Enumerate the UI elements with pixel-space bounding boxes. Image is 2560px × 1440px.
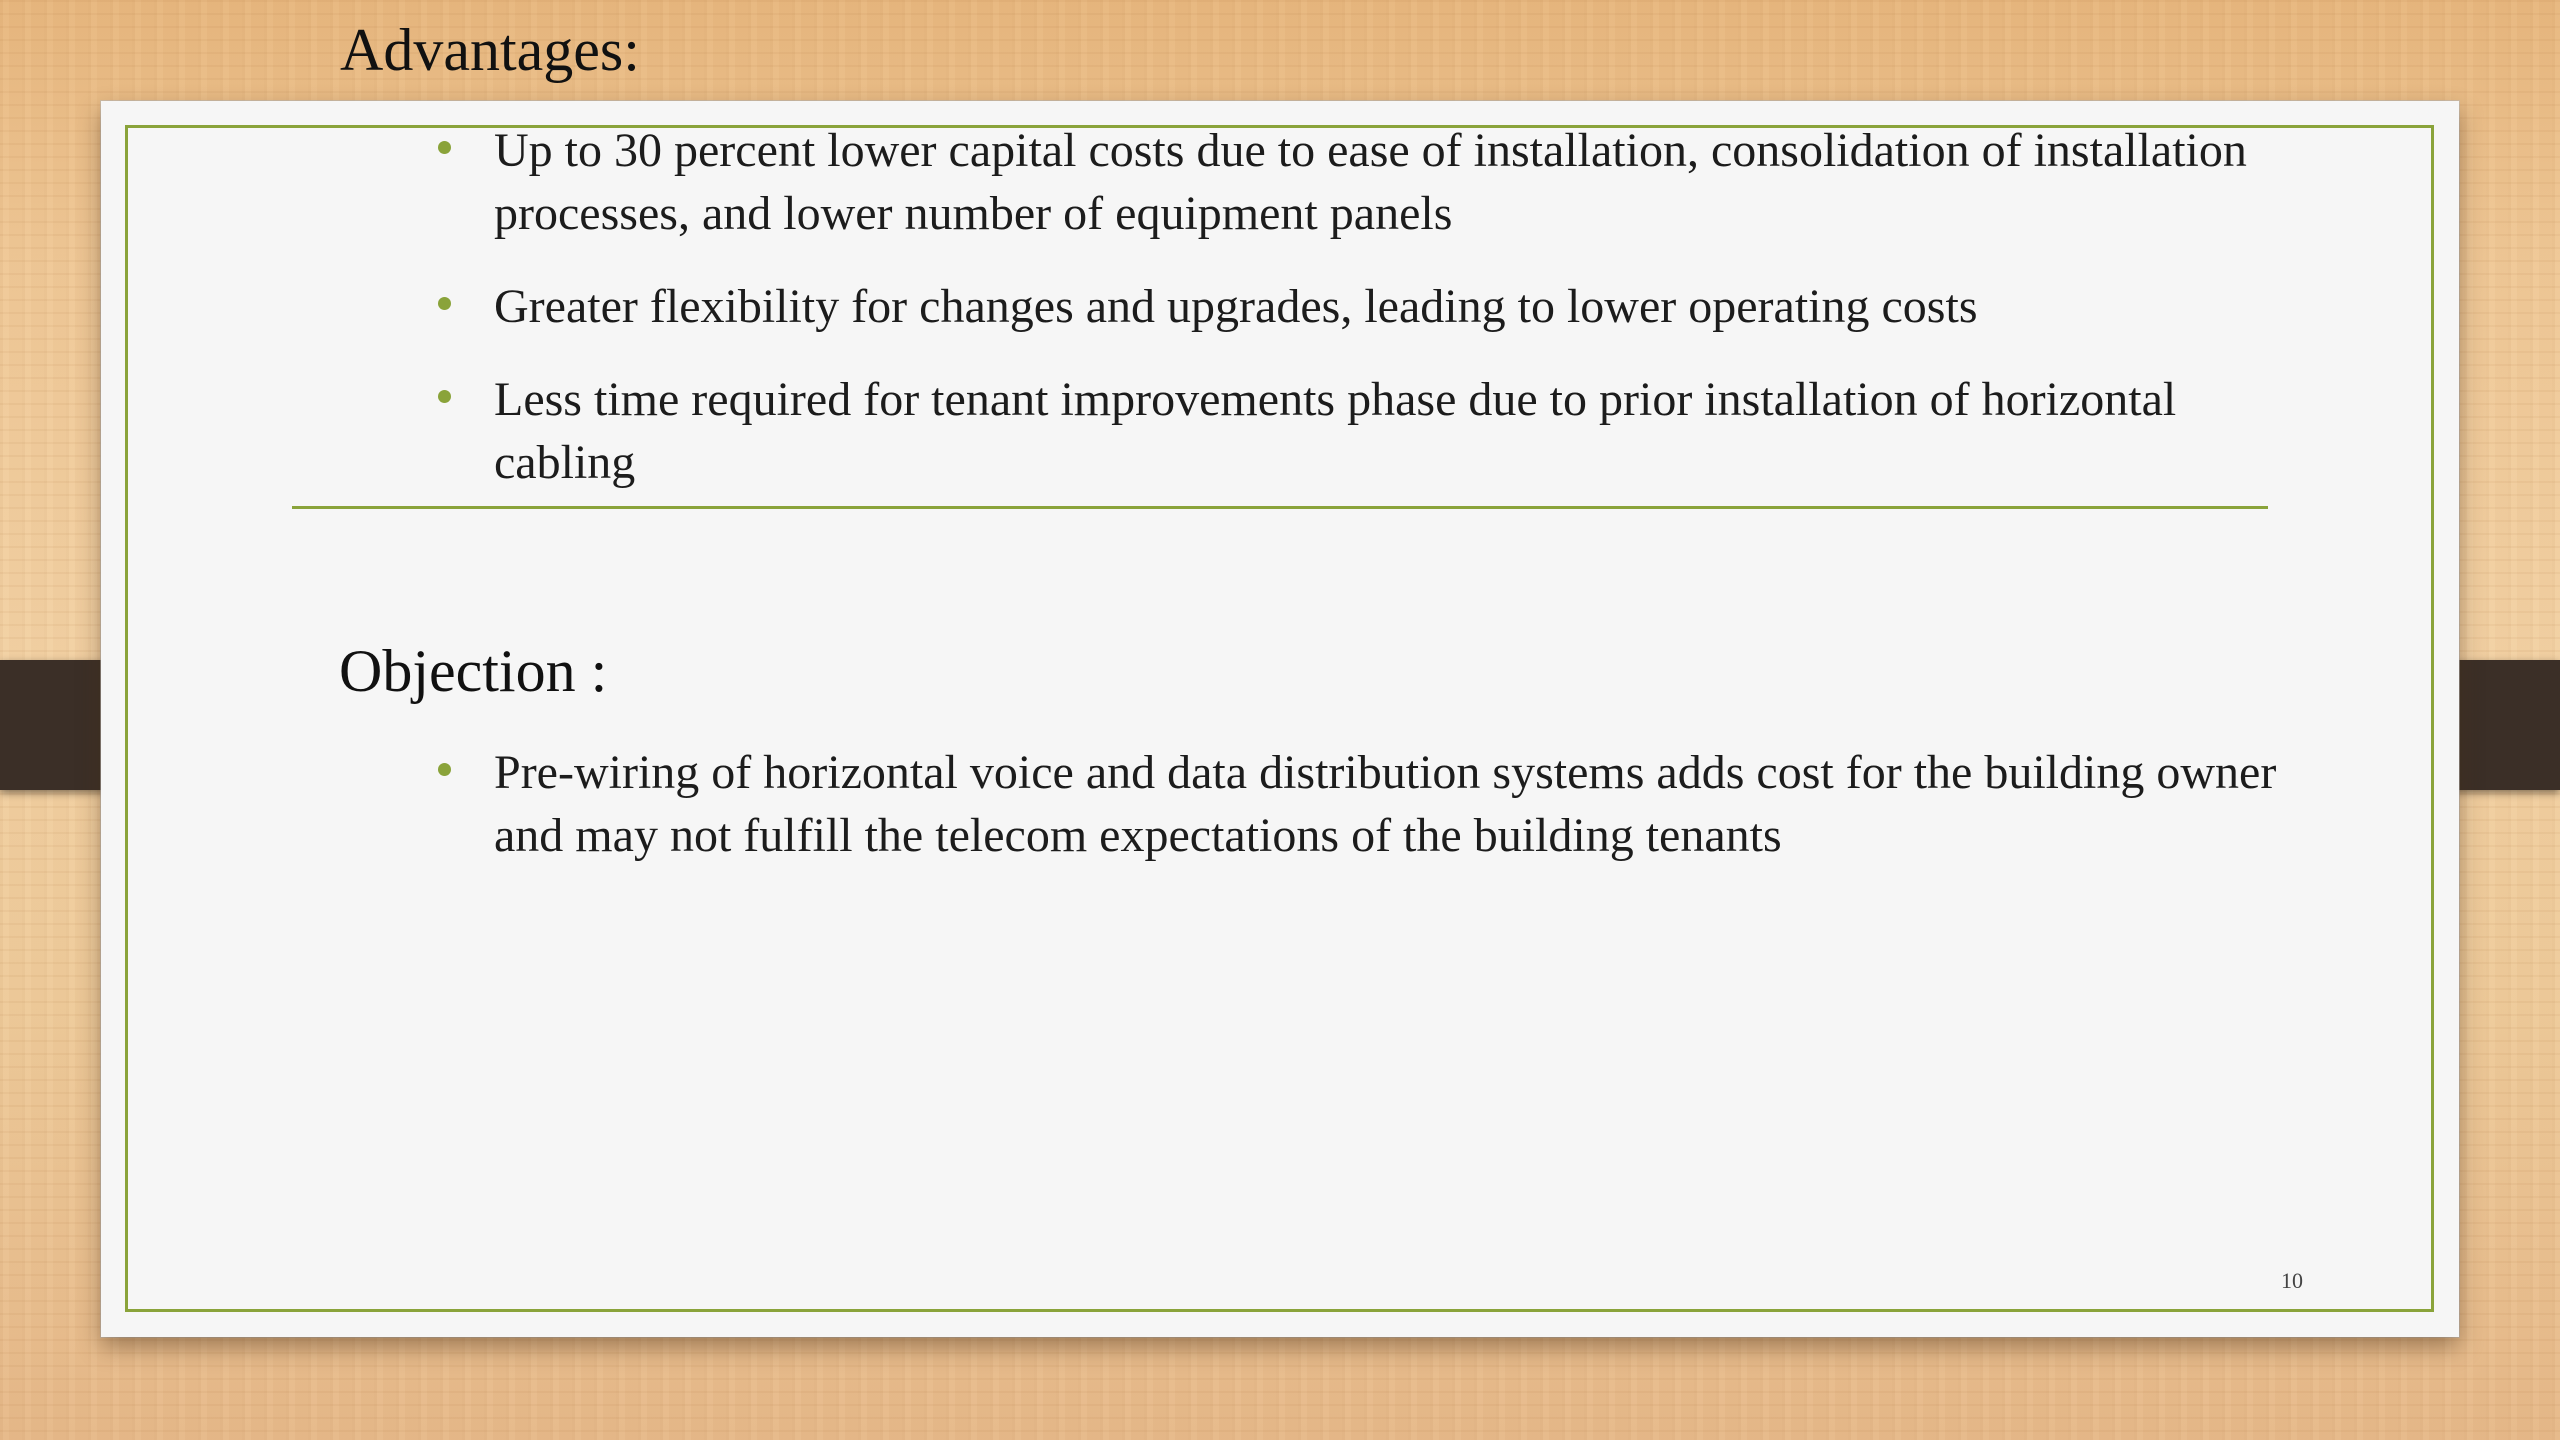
advantages-heading: Advantages: xyxy=(340,17,640,83)
objection-heading: Objection : xyxy=(339,638,608,704)
advantages-list xyxy=(494,119,2314,524)
advantage-bullet: Greater flexibility for changes and upgrades, leading to lower operating costs xyxy=(494,275,2314,338)
section-divider xyxy=(292,506,2268,509)
advantage-bullet: Up to 30 percent lower capital costs due to ease of installation, consolidation of installation processes, and lower number of equipment panels xyxy=(494,119,2314,245)
objection-bullet: Pre-wiring of horizontal voice and data distribution systems adds cost for the building owner and may not fulfill the telecom expectations of the building tenants xyxy=(494,741,2314,867)
page-number: 10 xyxy=(2281,1268,2303,1293)
slide-card xyxy=(101,101,2459,1337)
objections-list xyxy=(494,741,2314,897)
advantage-bullet: Less time required for tenant improvements phase due to prior installation of horizontal cabling xyxy=(494,368,2314,494)
